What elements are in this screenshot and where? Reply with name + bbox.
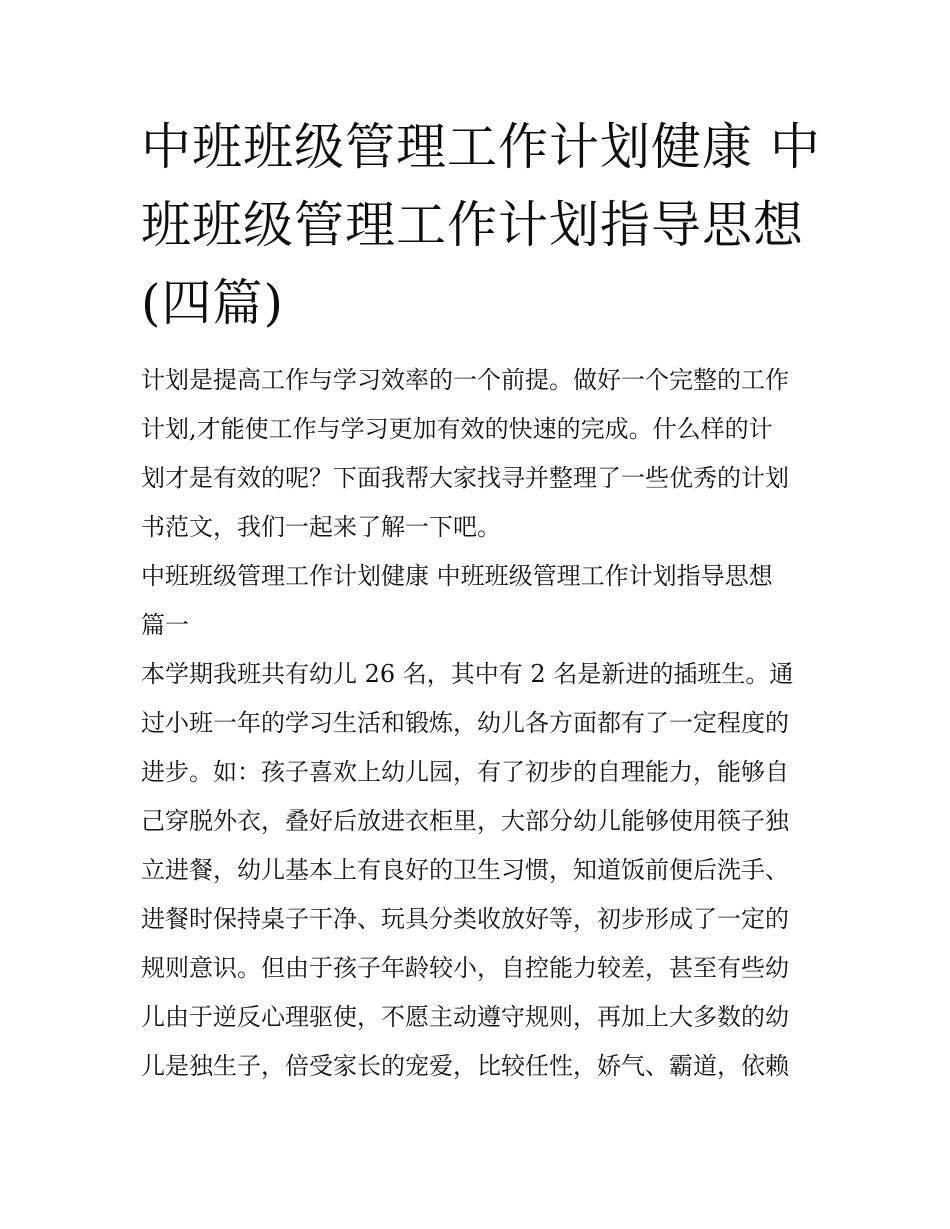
paragraph-line: 儿是独生子，倍受家长的宠爱，比较任性，娇气、霸道，依赖 bbox=[141, 1052, 789, 1080]
paragraph-line: 本学期我班共有幼儿 26 名，其中有 2 名是新进的插班生。通 bbox=[141, 660, 794, 688]
intro-line: 计划是提高工作与学习效率的一个前提。做好一个完整的工作 bbox=[141, 366, 789, 394]
intro-line: 划才是有效的呢？下面我帮大家找寻并整理了一些优秀的计划 bbox=[141, 464, 789, 492]
document-content bbox=[141, 108, 821, 1091]
section-heading-line: 篇一 bbox=[141, 611, 189, 639]
document-title bbox=[141, 108, 821, 342]
paragraph-line: 立进餐，幼儿基本上有良好的卫生习惯，知道饭前便后洗手、 bbox=[141, 856, 789, 884]
title-line: (四篇) bbox=[141, 274, 285, 332]
intro-paragraph bbox=[141, 356, 813, 552]
title-line: 班班级管理工作计划指导思想 bbox=[141, 196, 804, 254]
body-paragraph bbox=[141, 650, 813, 1091]
intro-line: 计划,才能使工作与学习更加有效的快速的完成。什么样的计 bbox=[141, 415, 773, 443]
paragraph-line: 规则意识。但由于孩子年龄较小，自控能力较差，甚至有些幼 bbox=[141, 954, 789, 982]
title-line: 中班班级管理工作计划健康 中 bbox=[141, 118, 821, 176]
paragraph-line: 过小班一年的学习生活和锻炼，幼儿各方面都有了一定程度的 bbox=[141, 709, 789, 737]
paragraph-line: 己穿脱外衣，叠好后放进衣柜里，大部分幼儿能够使用筷子独 bbox=[141, 807, 789, 835]
paragraph-line: 儿由于逆反心理驱使，不愿主动遵守规则，再加上大多数的幼 bbox=[141, 1003, 789, 1031]
section-heading bbox=[141, 552, 813, 650]
section-heading-line: 中班班级管理工作计划健康 中班班级管理工作计划指导思想 bbox=[141, 562, 773, 590]
paragraph-line: 进餐时保持桌子干净、玩具分类收放好等，初步形成了一定的 bbox=[141, 905, 789, 933]
intro-line: 书范文，我们一起来了解一下吧。 bbox=[141, 513, 501, 541]
paragraph-line: 进步。如：孩子喜欢上幼儿园，有了初步的自理能力，能够自 bbox=[141, 758, 789, 786]
